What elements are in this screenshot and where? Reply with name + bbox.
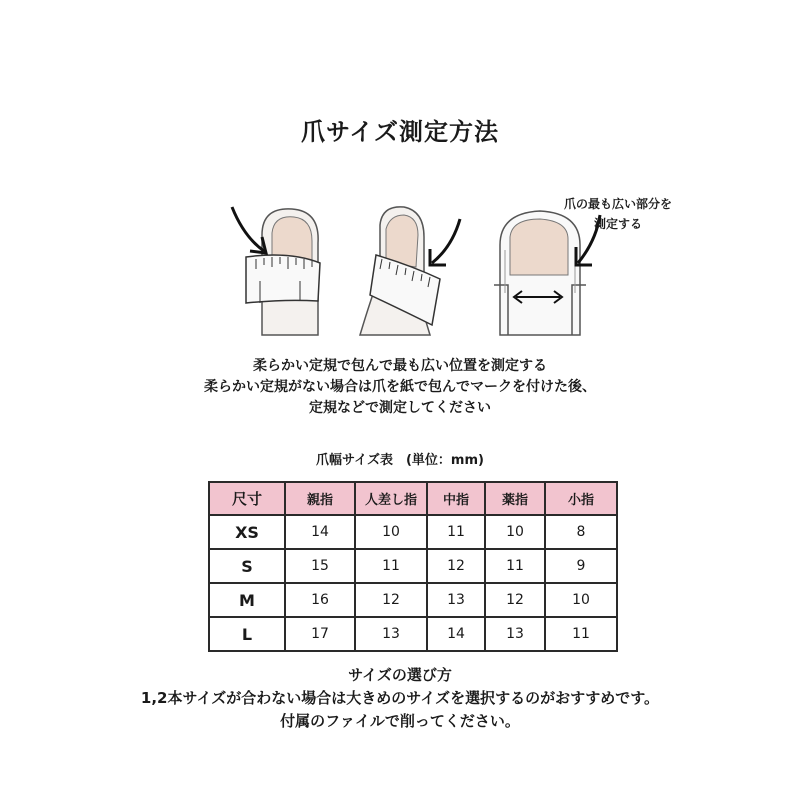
how-to-choose-line-2: 付属のファイルで削ってください。	[280, 712, 520, 730]
table-cell: 10	[545, 583, 617, 617]
header-little-finger: 小指	[545, 482, 617, 515]
row-size-label: S	[209, 549, 285, 583]
table-header-row	[209, 482, 617, 515]
header-size: 尺寸	[209, 482, 285, 515]
table-cell: 10	[485, 515, 545, 549]
finger-illustration-1	[232, 207, 320, 335]
how-to-choose	[0, 664, 800, 733]
table-cell: 11	[545, 617, 617, 651]
how-to-choose-title: サイズの選び方	[348, 666, 452, 684]
note-line-2: 測定する	[593, 217, 642, 231]
table-cell: 13	[485, 617, 545, 651]
table-row	[209, 617, 617, 651]
table-cell: 14	[427, 617, 485, 651]
table-cell: 11	[427, 515, 485, 549]
table-row	[209, 583, 617, 617]
table-row	[209, 515, 617, 549]
table-cell: 12	[485, 583, 545, 617]
header-index-finger: 人差し指	[355, 482, 427, 515]
table-cell: 17	[285, 617, 355, 651]
table-caption: 爪幅サイズ表 (単位：mm)	[316, 453, 484, 468]
table-row	[209, 549, 617, 583]
instruction-line-1: 柔らかい定規で包んで最も広い位置を測定する	[253, 358, 547, 374]
table-cell: 12	[427, 549, 485, 583]
table-cell: 8	[545, 515, 617, 549]
page-title: 爪サイズ測定方法	[300, 117, 500, 146]
table-cell: 11	[485, 549, 545, 583]
finger-illustration-2	[360, 207, 460, 335]
row-size-label: M	[209, 583, 285, 617]
table-cell: 11	[355, 549, 427, 583]
note-line-1: 爪の最も広い部分を	[563, 197, 672, 211]
how-to-choose-line-1: 1,2本サイズが合わない場合は大きめのサイズを選択するのがおすすめです。	[140, 689, 660, 707]
header-ring-finger: 薬指	[485, 482, 545, 515]
row-size-label: XS	[209, 515, 285, 549]
instruction-line-2: 柔らかい定規がない場合は爪を紙で包んでマークを付けた後、	[204, 379, 596, 395]
header-middle-finger: 中指	[427, 482, 485, 515]
table-cell: 12	[355, 583, 427, 617]
table-cell: 16	[285, 583, 355, 617]
header-thumb: 親指	[285, 482, 355, 515]
table-cell: 10	[355, 515, 427, 549]
table-cell: 15	[285, 549, 355, 583]
table-cell: 14	[285, 515, 355, 549]
size-table	[208, 481, 618, 652]
row-size-label: L	[209, 617, 285, 651]
table-cell: 13	[355, 617, 427, 651]
table-cell: 9	[545, 549, 617, 583]
instruction-line-3: 定規などで測定してください	[309, 400, 491, 416]
instructions	[0, 356, 800, 419]
table-cell: 13	[427, 583, 485, 617]
measurement-note	[538, 194, 698, 234]
